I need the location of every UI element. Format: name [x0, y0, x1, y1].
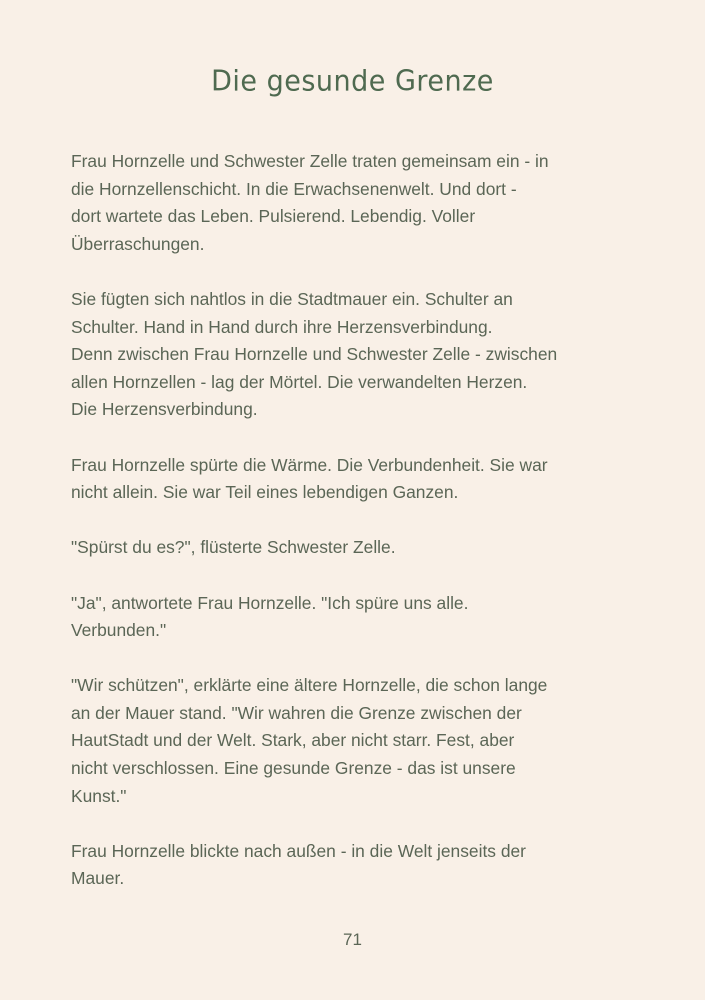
- text-line: Sie fügten sich nahtlos in die Stadtmauer ein. Schulter an: [71, 288, 513, 309]
- text-line: Mauer.: [71, 868, 125, 889]
- paragraph-4: [71, 534, 651, 562]
- paragraph-5: [71, 590, 651, 645]
- text-line: die Hornzellenschicht. In die Erwachsenenwelt. Und dort -: [71, 178, 517, 199]
- paragraph-7: [71, 838, 651, 893]
- page-number: 71: [343, 930, 362, 949]
- text-line: Schulter. Hand in Hand durch ihre Herzensverbindung.: [71, 316, 493, 337]
- text-line: Frau Hornzelle spürte die Wärme. Die Verbundenheit. Sie war: [71, 454, 548, 475]
- text-line: Frau Hornzelle blickte nach außen - in die Welt jenseits der: [71, 840, 526, 861]
- text-line: Denn zwischen Frau Hornzelle und Schwester Zelle - zwischen: [71, 344, 558, 365]
- text-line: Frau Hornzelle und Schwester Zelle traten gemeinsam ein - in: [71, 151, 549, 171]
- text-line: dort wartete das Leben. Pulsierend. Lebendig. Voller: [71, 206, 476, 227]
- text-line: allen Hornzellen - lag der Mörtel. Die verwandelten Herzen.: [71, 371, 528, 392]
- text-line: nicht verschlossen. Eine gesunde Grenze - das ist unsere: [71, 758, 516, 779]
- text-line: Überraschungen.: [71, 233, 205, 254]
- chapter-title: Die gesunde Grenze: [211, 65, 494, 98]
- chapter-body: [71, 148, 651, 921]
- text-line: HautStadt und der Welt. Stark, aber nicht starr. Fest, aber: [71, 730, 515, 751]
- text-line: Kunst.": [71, 785, 127, 806]
- text-line: "Spürst du es?", flüsterte Schwester Zelle.: [71, 537, 396, 558]
- text-line: nicht allein. Sie war Teil eines lebendigen Ganzen.: [71, 482, 459, 503]
- text-line: Verbunden.": [71, 620, 167, 641]
- text-line: "Ja", antwortete Frau Hornzelle. "Ich spüre uns alle.: [71, 592, 469, 613]
- text-line: an der Mauer stand. "Wir wahren die Grenze zwischen der: [71, 702, 522, 723]
- paragraph-3: [71, 452, 651, 507]
- paragraph-6: [71, 672, 651, 810]
- text-line: Die Herzensverbindung.: [71, 399, 258, 420]
- text-line: "Wir schützen", erklärte eine ältere Hornzelle, die schon lange: [71, 675, 548, 696]
- paragraph-1: [71, 148, 651, 258]
- paragraph-2: [71, 286, 651, 424]
